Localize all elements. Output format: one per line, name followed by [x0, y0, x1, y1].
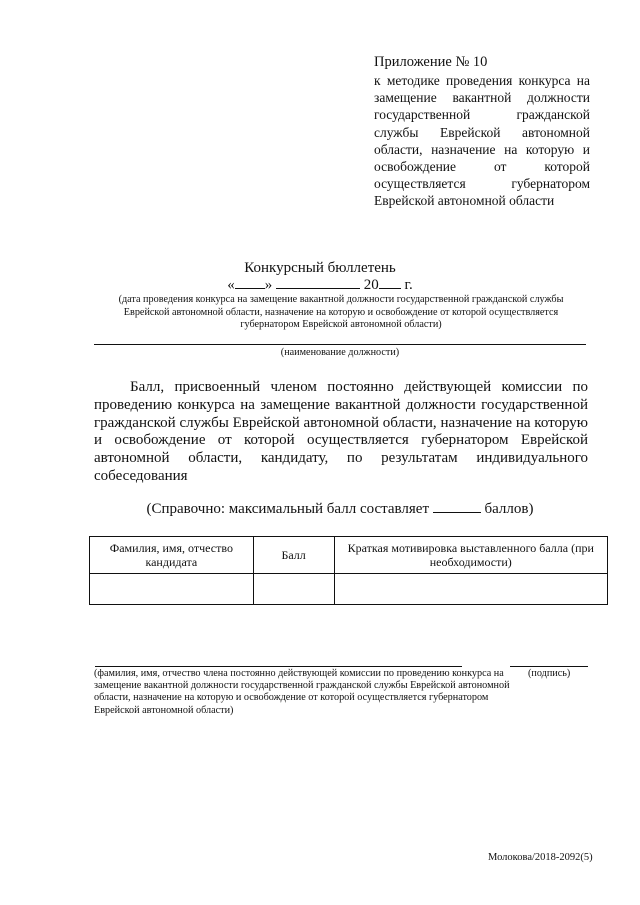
table-header-row: [90, 537, 608, 574]
cell-score: [253, 574, 334, 605]
date-line: [0, 276, 640, 294]
year-prefix: 20: [363, 277, 379, 293]
header-score: Балл: [253, 537, 334, 574]
member-name-line: [95, 666, 462, 667]
max-score-blank: [433, 500, 481, 513]
signature-line: [510, 666, 588, 667]
reference-line: [0, 500, 640, 518]
header-candidate-name: Фамилия, имя, отчество кандидата: [90, 537, 254, 574]
date-caption: (дата проведения конкурса на замещение вакантной должности государственной гражданской службы Еврейской автономной области, назначение на которую и освобождение от которой осуществляется губернатором Еврейской автономной области): [118, 294, 564, 330]
year-suffix: г.: [404, 277, 413, 293]
member-name-caption: (фамилия, имя, отчество члена постоянно действующей комиссии по проведению конкурса на замещение вакантной должности государственной гражданской службы Еврейской автономной области, назначение на которую и освобождение от которой осуществляется губернатором Еврейской автономной области): [94, 668, 510, 716]
bulletin-title: Конкурсный бюллетень: [244, 260, 396, 276]
table-row: [90, 574, 608, 605]
month-blank: [276, 276, 360, 289]
header-motivation: Краткая мотивировка выставленного балла (при необходимости): [334, 537, 607, 574]
cell-candidate-name: [90, 574, 254, 605]
reference-suffix: баллов): [484, 501, 534, 517]
signature-caption: (подпись): [528, 668, 571, 679]
appendix-text: к методике проведения конкурса на замещение вакантной должности государственной гражданской службы Еврейской автономной области, назначение на которую и освобождение от которой осуществляется губернатором Еврейской автономной области: [374, 73, 590, 209]
date-quote-close: »: [264, 277, 273, 293]
footer-code: Молокова/2018-2092(5): [488, 852, 593, 863]
reference-prefix: (Справочно: максимальный балл составляет: [146, 501, 430, 517]
score-table: [89, 536, 608, 605]
main-paragraph: Балл, присвоенный членом постоянно действующей комиссии по проведению конкурса на замещение вакантной должности государственной гражданской службы Еврейской автономной области, назначение на которую и освобождение от которой осуществляется губернатором Еврейской автономной области, кандидату, по результатам индивидуального собеседования: [94, 379, 588, 484]
position-caption: (наименование должности): [280, 347, 400, 358]
year-blank: [379, 276, 401, 289]
position-line: [94, 344, 586, 345]
cell-motivation: [334, 574, 607, 605]
date-quote-open: «: [227, 277, 235, 293]
day-blank: [235, 276, 265, 289]
appendix-title: Приложение № 10: [374, 54, 488, 70]
